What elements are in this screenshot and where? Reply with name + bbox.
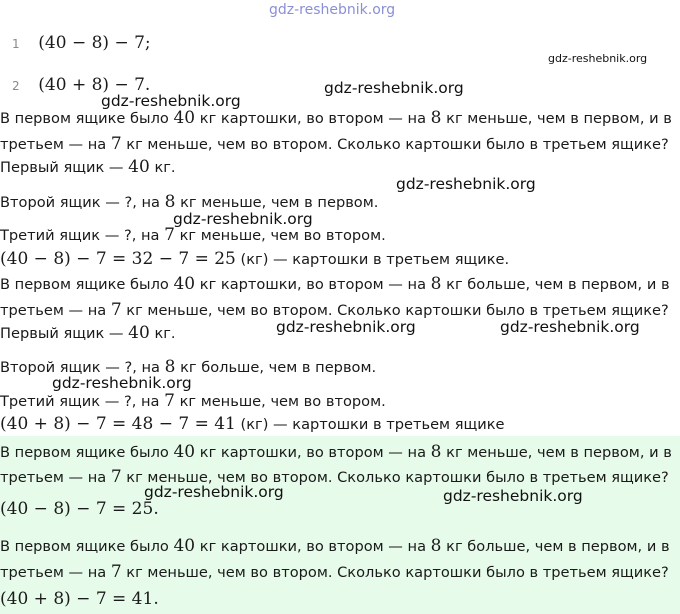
sol2-first-box: Первый ящик — 40 кг.	[0, 323, 176, 343]
answer2-task-line1: В первом ящике было 40 кг картошки, во втором — на 8 кг больше, чем в первом, и в	[0, 536, 670, 556]
option-1	[12, 33, 151, 53]
option-expression: (40 − 8) − 7;	[38, 33, 151, 53]
sol1-task-line1: В первом ящике было 40 кг картошки, во втором — на 8 кг меньше, чем в первом, и в	[0, 108, 672, 128]
answer2-task-line2: третьем — на 7 кг меньше, чем во втором. Сколько картошки было в третьем ящике?	[0, 562, 669, 582]
sol2-second-box: Второй ящик — ?, на 8 кг больше, чем в первом.	[0, 357, 377, 377]
answer1-task-line1: В первом ящике было 40 кг картошки, во втором — на 8 кг меньше, чем в первом, и в	[0, 442, 672, 462]
watermark-top: gdz-reshebnik.org	[269, 2, 396, 18]
answer1-expression: (40 − 8) − 7 = 25.	[0, 499, 159, 519]
watermark: gdz-reshebnik.org	[443, 487, 583, 505]
watermark: gdz-reshebnik.org	[500, 318, 640, 336]
sol2-task-line2: третьем — на 7 кг меньше, чем во втором. Сколько картошки было в третьем ящике?	[0, 300, 669, 320]
watermark: gdz-reshebnik.org	[52, 374, 192, 392]
watermark: gdz-reshebnik.org	[173, 210, 313, 228]
sol1-calculation: (40 − 8) − 7 = 32 − 7 = 25 (кг) — картошки в третьем ящике.	[0, 249, 510, 269]
sol1-third-box: Третий ящик — ?, на 7 кг меньше, чем во втором.	[0, 225, 386, 245]
option-expression: (40 + 8) − 7.	[38, 75, 151, 95]
sol1-first-box: Первый ящик — 40 кг.	[0, 157, 176, 177]
answer-highlight	[0, 436, 680, 614]
watermark: gdz-reshebnik.org	[276, 318, 416, 336]
answer2-expression: (40 + 8) − 7 = 41.	[0, 589, 159, 609]
option-number: 1	[12, 37, 20, 51]
sol1-task-line2: третьем — на 7 кг меньше, чем во втором. Сколько картошки было в третьем ящике?	[0, 134, 669, 154]
watermark: gdz-reshebnik.org	[548, 52, 648, 65]
option-number: 2	[12, 79, 20, 93]
sol1-second-box: Второй ящик — ?, на 8 кг меньше, чем в первом.	[0, 192, 379, 212]
sol2-task-line1: В первом ящике было 40 кг картошки, во втором — на 8 кг больше, чем в первом, и в	[0, 274, 670, 294]
sol2-calculation: (40 + 8) − 7 = 48 − 7 = 41 (кг) — картошки в третьем ящике	[0, 414, 505, 434]
answer1-task-line2: третьем — на 7 кг меньше, чем во втором. Сколько картошки было в третьем ящике?	[0, 467, 669, 487]
watermark: gdz-reshebnik.org	[396, 175, 536, 193]
sol2-third-box: Третий ящик — ?, на 7 кг меньше, чем во втором.	[0, 391, 386, 411]
watermark: gdz-reshebnik.org	[101, 92, 241, 110]
watermark: gdz-reshebnik.org	[324, 79, 464, 97]
watermark: gdz-reshebnik.org	[144, 483, 284, 501]
